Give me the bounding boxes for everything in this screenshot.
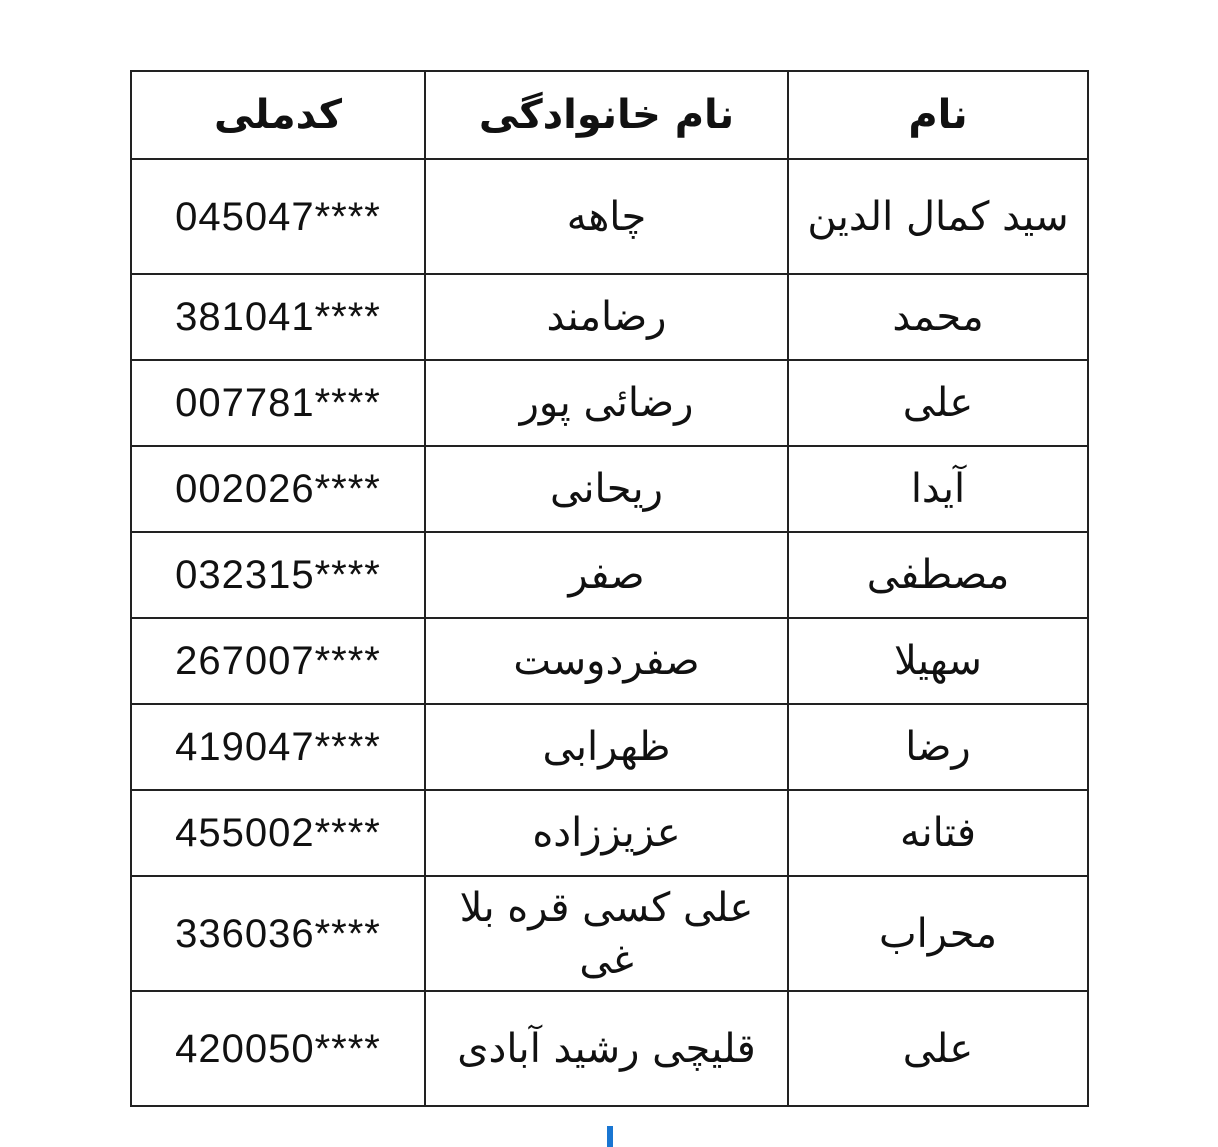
table-row bbox=[131, 704, 1088, 790]
national-code-cell: 336036**** bbox=[131, 876, 425, 991]
header-national-code: کدملی bbox=[131, 71, 425, 159]
first-name-cell: فتانه bbox=[788, 790, 1088, 876]
national-code-cell: 002026**** bbox=[131, 446, 425, 532]
first-name-cell: علی bbox=[788, 991, 1088, 1106]
family-name-cell: علی کسی قره بلا غی bbox=[425, 876, 788, 991]
header-row bbox=[131, 71, 1088, 159]
table-row bbox=[131, 991, 1088, 1106]
table-row bbox=[131, 532, 1088, 618]
family-name-cell: صفردوست bbox=[425, 618, 788, 704]
first-name-cell: محمد bbox=[788, 274, 1088, 360]
table-row bbox=[131, 446, 1088, 532]
national-code-cell: 420050**** bbox=[131, 991, 425, 1106]
people-table bbox=[130, 70, 1089, 1107]
header-family-name: نام خانوادگی bbox=[425, 71, 788, 159]
family-name-cell: عزیززاده bbox=[425, 790, 788, 876]
national-code-cell: 007781**** bbox=[131, 360, 425, 446]
text-cursor bbox=[607, 1126, 613, 1147]
first-name-cell: سید کمال الدین bbox=[788, 159, 1088, 274]
family-name-cell: رضائی پور bbox=[425, 360, 788, 446]
table-row bbox=[131, 876, 1088, 991]
national-code-cell: 045047**** bbox=[131, 159, 425, 274]
first-name-cell: سهیلا bbox=[788, 618, 1088, 704]
national-code-cell: 032315**** bbox=[131, 532, 425, 618]
table-row bbox=[131, 159, 1088, 274]
national-code-cell: 267007**** bbox=[131, 618, 425, 704]
family-name-cell: صفر bbox=[425, 532, 788, 618]
header-first-name: نام bbox=[788, 71, 1088, 159]
table-row bbox=[131, 274, 1088, 360]
first-name-cell: علی bbox=[788, 360, 1088, 446]
table-row bbox=[131, 790, 1088, 876]
table-row bbox=[131, 618, 1088, 704]
first-name-cell: محراب bbox=[788, 876, 1088, 991]
family-name-cell: ظهرابی bbox=[425, 704, 788, 790]
family-name-cell: چاهه bbox=[425, 159, 788, 274]
first-name-cell: آیدا bbox=[788, 446, 1088, 532]
national-code-cell: 381041**** bbox=[131, 274, 425, 360]
national-code-cell: 419047**** bbox=[131, 704, 425, 790]
first-name-cell: رضا bbox=[788, 704, 1088, 790]
table-row bbox=[131, 360, 1088, 446]
family-name-cell: رضامند bbox=[425, 274, 788, 360]
family-name-cell: قلیچی رشید آبادی bbox=[425, 991, 788, 1106]
first-name-cell: مصطفی bbox=[788, 532, 1088, 618]
family-name-cell: ریحانی bbox=[425, 446, 788, 532]
national-code-cell: 455002**** bbox=[131, 790, 425, 876]
